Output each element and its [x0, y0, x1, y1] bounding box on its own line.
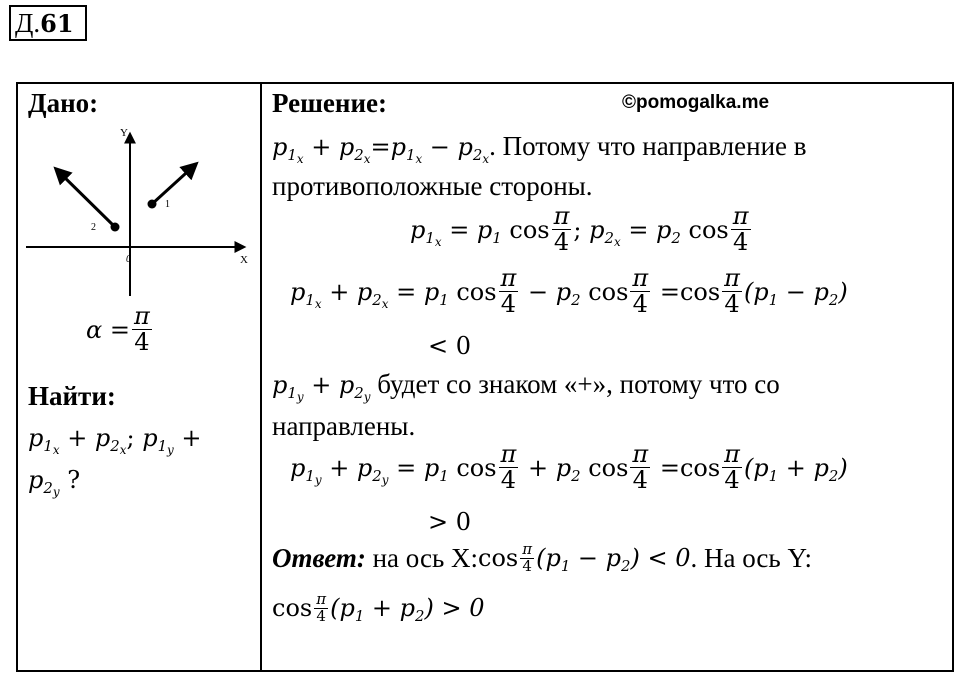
- vector-figure: [22, 122, 254, 300]
- column-divider: [260, 82, 262, 672]
- formula-y-gt0: > 0: [428, 508, 472, 536]
- badge-number: 61: [40, 9, 74, 38]
- given-header: Дано:: [28, 88, 99, 118]
- answer-label: Ответ:: [272, 543, 366, 574]
- formula-y-sum: $p_{1_y} + p_{2_y} = p_1$ cos π 4 + $p_2$ cos π 4 = cos π 4 $(p_1 + p_2)$: [290, 440, 848, 495]
- fraction-pi-4: $\frac{\pi}{4}$: [133, 302, 150, 357]
- find-expr-line1: $p_{1_x} + p_{2_x}$; $p_{1_y}$ +: [28, 424, 202, 458]
- answer-line-1: Ответ: на ось X: cos π 4 $(p_1 - p_2) < 0$ . На ось Y:: [272, 540, 812, 576]
- watermark: ©pomogalka.me: [622, 92, 770, 113]
- solution-line-2: противоположные стороны.: [272, 171, 593, 201]
- solution-line-y2: направлены.: [272, 411, 416, 441]
- origin-label: 0: [126, 254, 131, 265]
- find-header: Найти:: [28, 381, 116, 411]
- vector-2: [56, 169, 115, 227]
- find-expr-line2: $p_{2_y}$ ?: [28, 466, 81, 500]
- formula-x-lt0: < 0: [428, 332, 472, 360]
- axis-y-label: Y: [120, 127, 128, 139]
- formula-components: $p_{1_x} = p_1$ cos π 4 ; $p_{2_x} = p_2$ cos π 4: [410, 202, 749, 257]
- formula-x-sum: $p_{1_x} + p_{2_x} = p_1$ cos π 4 − $p_2$ cos π 4 = cos π 4 $(p_1 - p_2)$: [290, 264, 848, 319]
- problem-number-badge: [9, 5, 87, 41]
- axis-x-label: X: [240, 254, 248, 266]
- solution-line-1: $p_{1_x} + p_{2_x}=p_{1_x} - p_{2_x}$. Потому что направление в: [272, 131, 807, 167]
- answer-line-2: cos π 4 $(p_1 + p_2) > 0$: [272, 590, 485, 626]
- given-alpha: [86, 304, 154, 355]
- badge-prefix: Д.: [15, 8, 41, 38]
- vector-2-label: 2: [91, 222, 96, 233]
- alpha-eq: α =: [86, 315, 130, 344]
- solution-header: Решение:: [272, 88, 387, 118]
- vector-1: [152, 164, 196, 204]
- solution-line-y: $p_{1_y} + p_{2_y}$ будет со знаком «+», потому что со: [272, 369, 780, 405]
- vector-1-label: 1: [165, 199, 170, 210]
